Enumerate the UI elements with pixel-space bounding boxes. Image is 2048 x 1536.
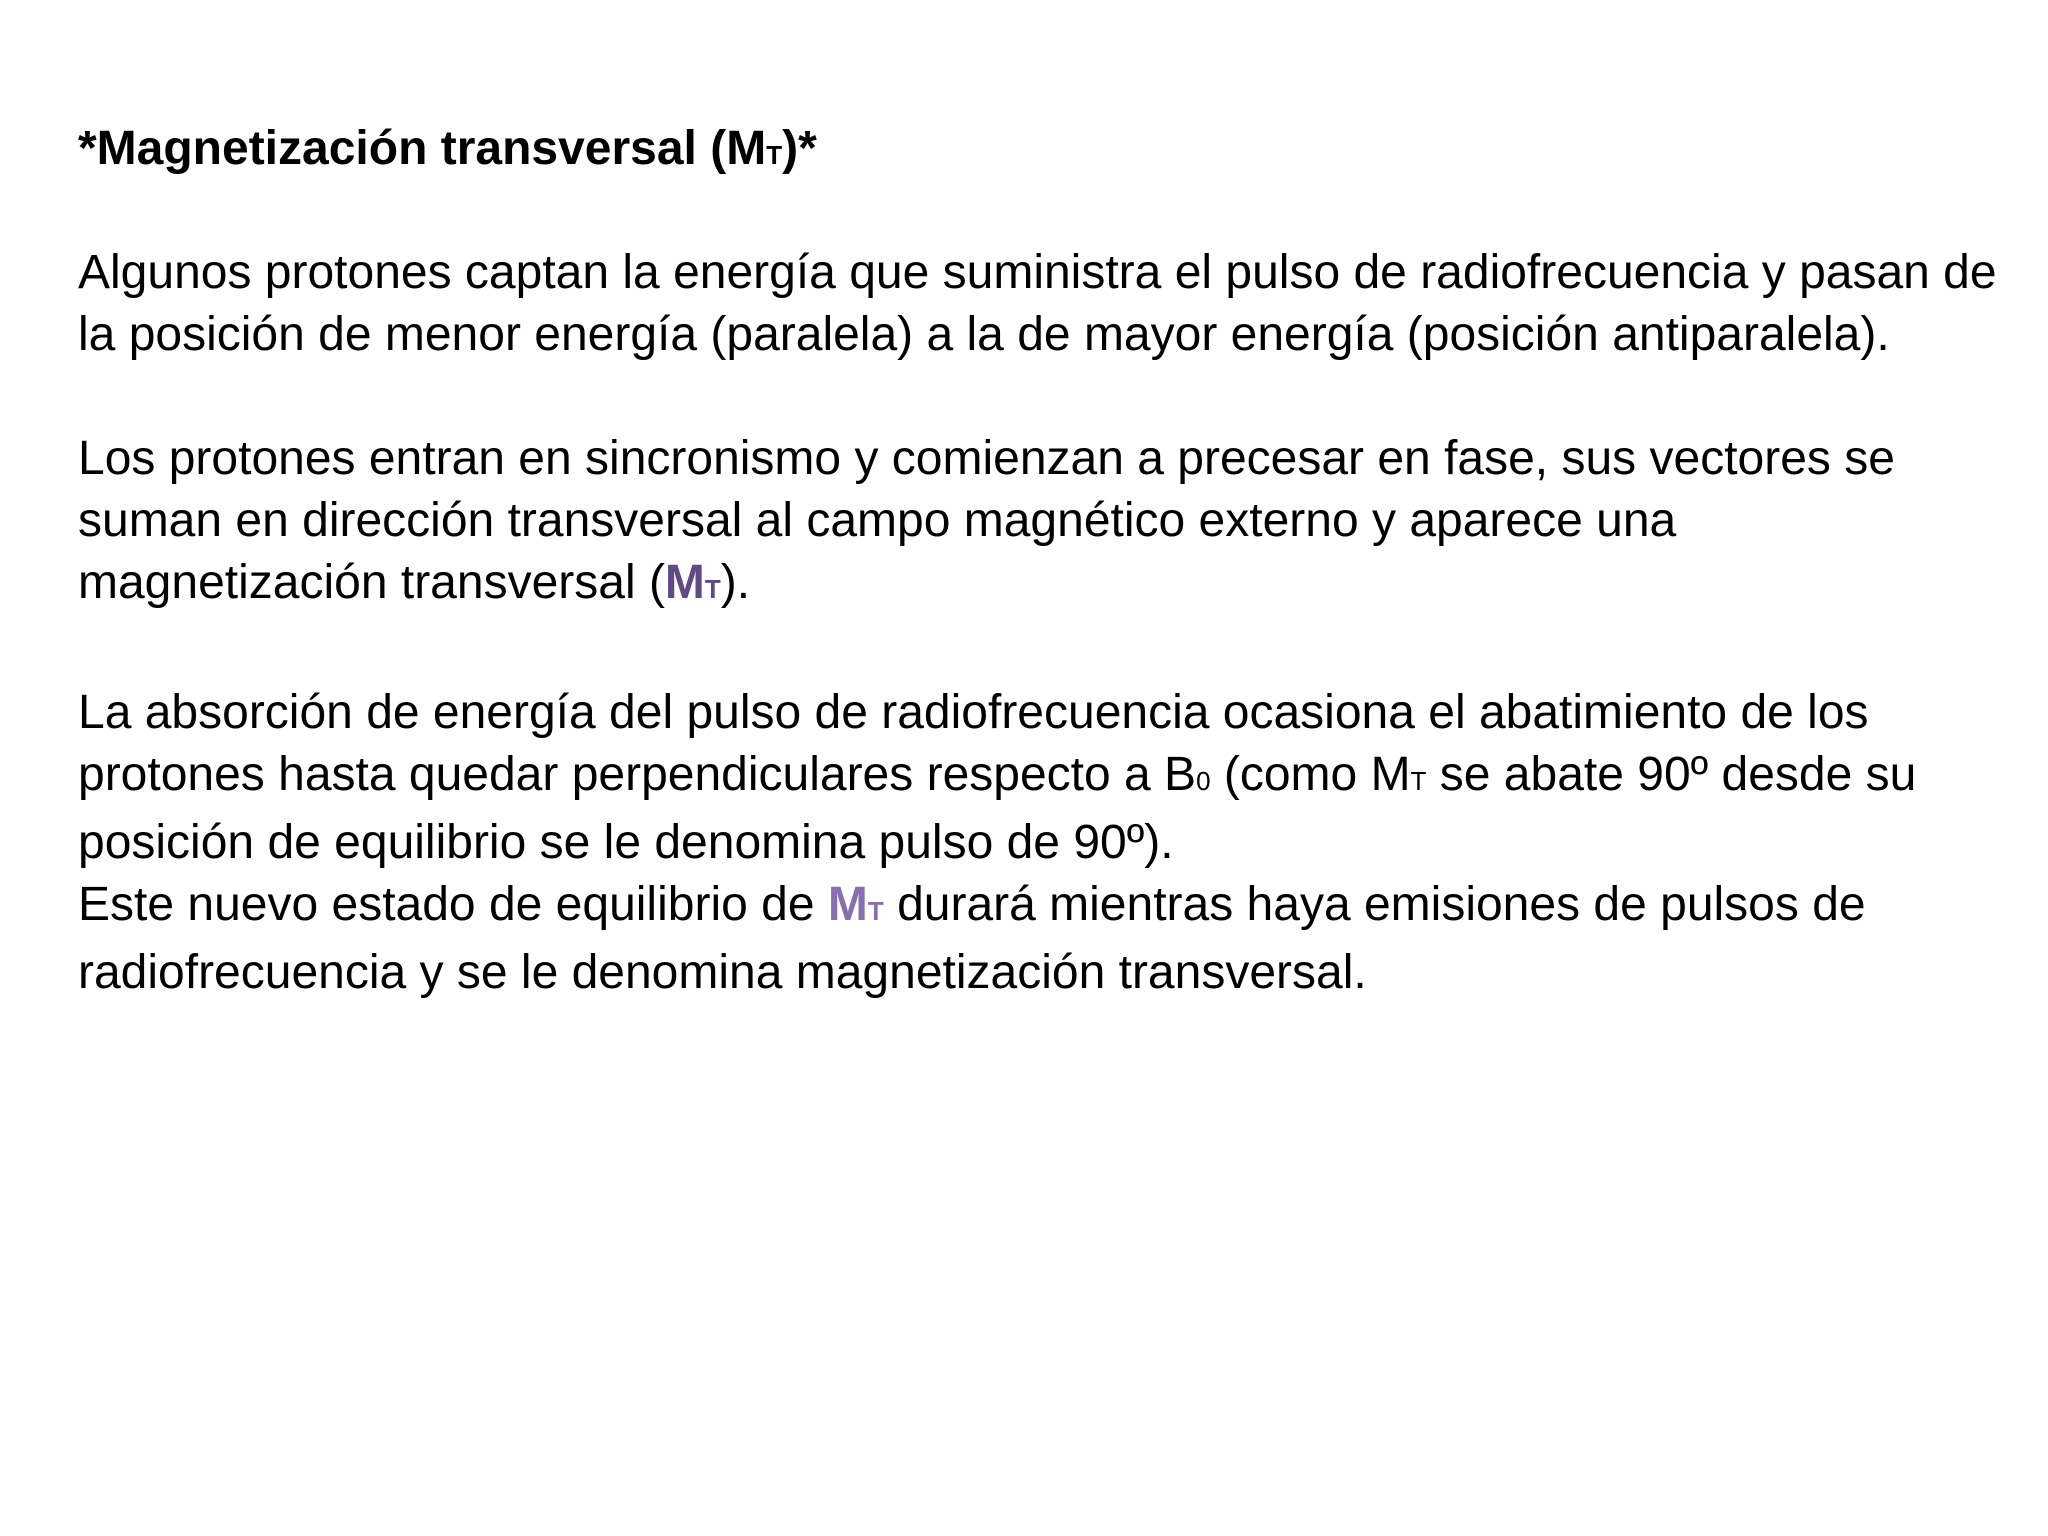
paragraph-equilibrium-text: Este nuevo estado de equilibrio de xyxy=(78,878,828,931)
paragraph-equilibrium xyxy=(78,874,1998,1004)
slide-title xyxy=(78,118,1998,180)
mt-symbol-highlight xyxy=(828,878,884,931)
mt-highlight-subscript: T xyxy=(867,896,884,926)
mt-symbol-subscript: T xyxy=(704,574,721,604)
paragraph-equilibrium-end: durará mientras haya emisiones de pulsos de radiofrecuencia y se le denomina magnetización transversal. xyxy=(78,878,1866,999)
slide-content xyxy=(78,118,1998,1066)
paragraph-pulse-90-middle: (como M xyxy=(1210,748,1411,801)
mt-symbol-letter: M xyxy=(664,556,705,609)
paragraph-synchronism-end: ). xyxy=(720,556,751,609)
paragraph-energy-absorption: Algunos protones captan la energía que suministra el pulso de radiofrecuencia y pasan de la posición de menor energía (paralela) a la de mayor energía (posición antiparalela). xyxy=(78,246,1997,361)
title-prefix: *Magnetización transversal (M xyxy=(78,122,767,175)
b0-subscript: 0 xyxy=(1196,766,1211,796)
title-subscript: T xyxy=(766,140,783,170)
mt-subscript: T xyxy=(1410,766,1427,796)
paragraph-synchronism-text: Los protones entran en sincronismo y comienzan a precesar en fase, sus vectores se suman en dirección transversal al campo magnético externo y aparece una magnetización transversal ( xyxy=(78,432,1895,609)
paragraph-pulse-90 xyxy=(78,682,1998,874)
mt-symbol xyxy=(665,556,721,609)
paragraph-pulse-90-end: se abate 90º desde su posición de equilibrio se le denomina pulso de 90º). xyxy=(78,748,1917,869)
paragraph-synchronism xyxy=(78,428,1998,620)
paragraph-pulse-90-text: La absorción de energía del pulso de radiofrecuencia ocasiona el abatimiento de los protones hasta quedar perpendiculares respecto a B xyxy=(78,686,1869,801)
mt-highlight-letter: M xyxy=(827,878,868,931)
title-suffix: )* xyxy=(782,122,817,175)
